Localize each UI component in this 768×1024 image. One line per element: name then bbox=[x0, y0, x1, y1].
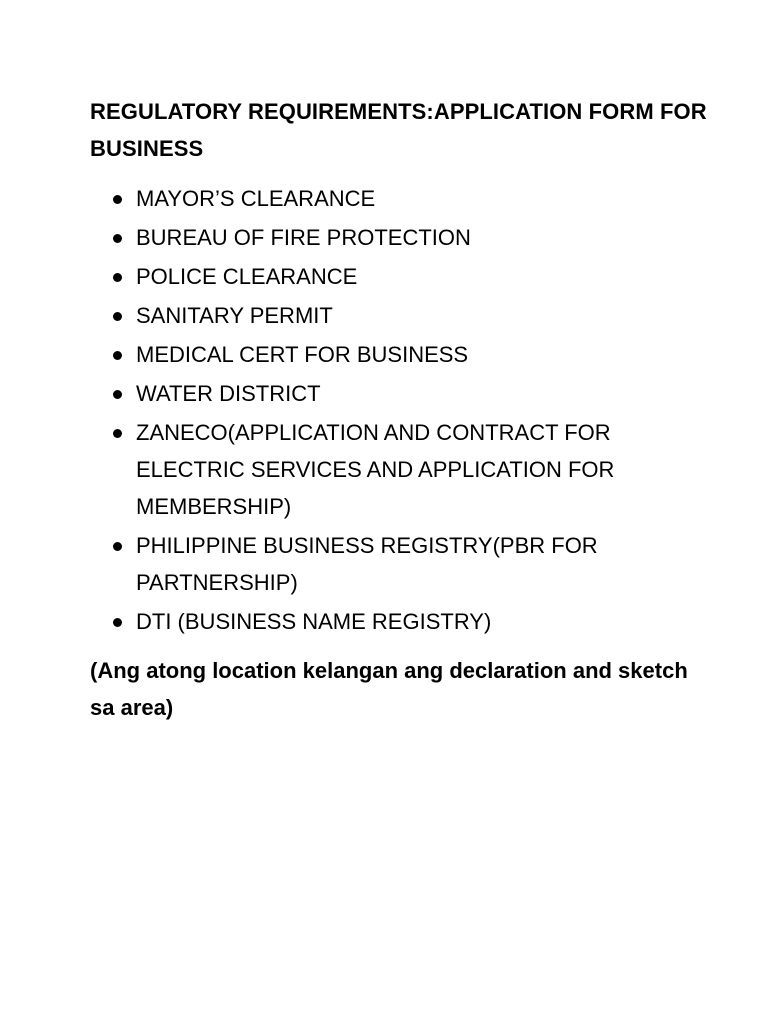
list-item bbox=[90, 375, 690, 412]
location-note: (Ang atong location kelangan ang declaration and sketch sa area) bbox=[90, 658, 688, 720]
requirement-text: PHILIPPINE BUSINESS REGISTRY(PBR FOR PARTNERSHIP) bbox=[136, 533, 598, 595]
document-heading: REGULATORY REQUIREMENTS:APPLICATION FORM FOR BUSINESS bbox=[90, 99, 707, 161]
bullet-icon bbox=[90, 219, 136, 243]
list-item bbox=[90, 603, 690, 640]
requirement-text: SANITARY PERMIT bbox=[136, 303, 333, 328]
requirement-text: WATER DISTRICT bbox=[136, 381, 321, 406]
list-item bbox=[90, 414, 690, 525]
bullet-icon bbox=[90, 180, 136, 204]
list-item bbox=[90, 219, 690, 256]
bullet-icon bbox=[90, 258, 136, 282]
requirement-text: BUREAU OF FIRE PROTECTION bbox=[136, 225, 471, 250]
bullet-icon bbox=[90, 603, 136, 627]
list-item bbox=[90, 180, 690, 217]
list-item bbox=[90, 527, 690, 601]
list-item bbox=[90, 258, 690, 295]
bullet-icon bbox=[90, 336, 136, 360]
requirement-text: ZANECO(APPLICATION AND CONTRACT FOR ELECTRIC SERVICES AND APPLICATION FOR MEMBERSHIP) bbox=[136, 420, 615, 519]
bullet-icon bbox=[90, 414, 136, 438]
bullet-icon bbox=[90, 297, 136, 321]
list-item bbox=[90, 336, 690, 373]
bullet-icon bbox=[90, 375, 136, 399]
requirements-list bbox=[90, 180, 690, 642]
requirement-text: MEDICAL CERT FOR BUSINESS bbox=[136, 342, 469, 367]
bullet-icon bbox=[90, 527, 136, 551]
requirement-text: DTI (BUSINESS NAME REGISTRY) bbox=[136, 609, 492, 634]
requirement-text: MAYOR’S CLEARANCE bbox=[136, 186, 376, 211]
requirement-text: POLICE CLEARANCE bbox=[136, 264, 358, 289]
list-item bbox=[90, 297, 690, 334]
